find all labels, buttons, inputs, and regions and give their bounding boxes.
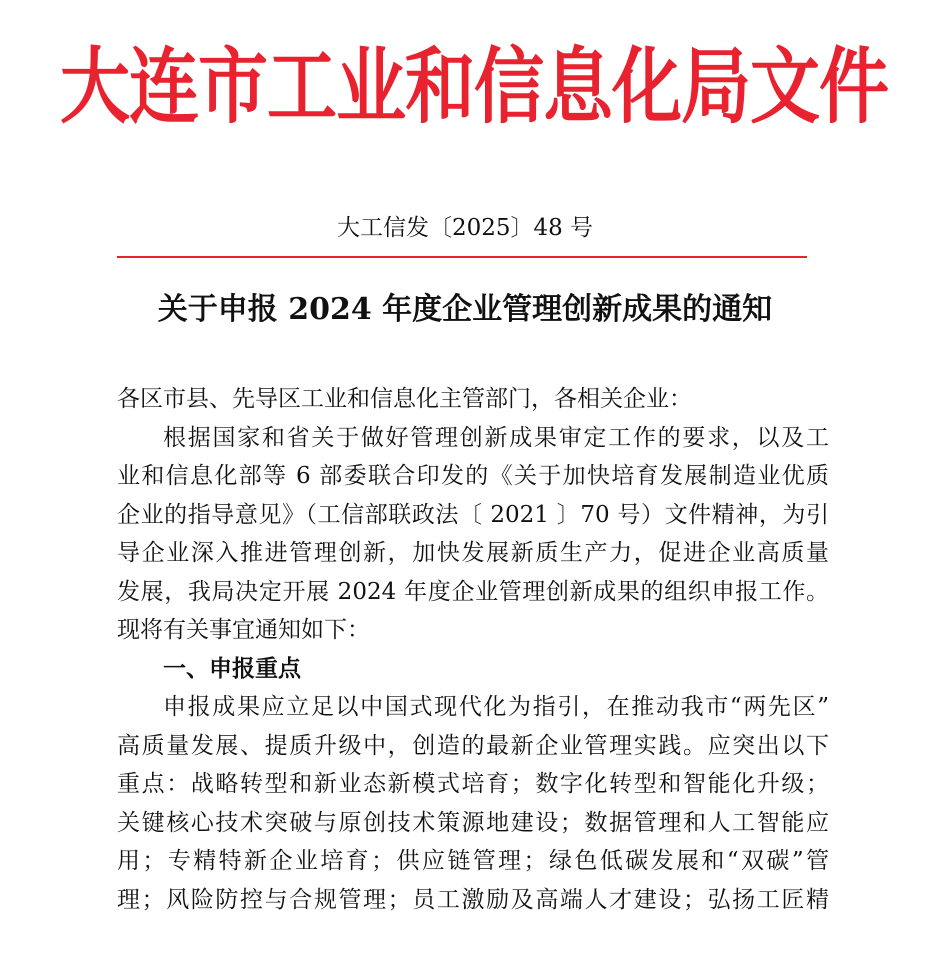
document-number: 大工信发〔2025〕48 号 — [336, 215, 594, 241]
body-line: 申报成果应立足以中国式现代化为指引，在推动我市“两先区” — [163, 694, 829, 720]
notice-body — [117, 380, 829, 919]
body-line: 关键核心技术突破与原创技术策源地建设；数据管理和人工智能应 — [117, 809, 829, 836]
body-line: 企业的指导意见》（工信部联政法〔 2021 〕70 号）文件精神，为引 — [117, 501, 829, 528]
salutation-line: 各区市县、先导区工业和信息化主管部门，各相关企业： — [117, 386, 692, 412]
body-line: 业和信息化部等 6 部委联合印发的《关于加快培育发展制造业优质 — [117, 463, 829, 489]
body-line: 导企业深入推进管理创新，加快发展新质生产力，促进企业高质量 — [117, 540, 829, 566]
body-line: 高质量发展、提质升级中，创造的最新企业管理实践。应突出以下 — [117, 732, 829, 759]
body-line: 根据国家和省关于做好管理创新成果审定工作的要求，以及工 — [163, 424, 829, 451]
notice-title: 关于申报 2024 年度企业管理创新成果的通知 — [157, 292, 773, 327]
red-divider-line — [117, 256, 807, 258]
body-line: 用；专精特新企业培育；供应链管理；绿色低碳发展和“双碳”管 — [117, 848, 829, 874]
body-line: 理；风险防控与合规管理；员工激励及高端人才建设；弘扬工匠精 — [117, 886, 829, 913]
section-heading: 一、申报重点 — [163, 655, 301, 682]
body-line: 发展，我局决定开展 2024 年度企业管理创新成果的组织申报工作。 — [117, 578, 829, 605]
issuer-header-title: 大连市工业和信息化局文件 — [60, 37, 888, 136]
body-line: 现将有关事宜通知如下： — [117, 617, 370, 643]
body-line: 重点：战略转型和新业态新模式培育；数字化转型和智能化升级； — [117, 771, 829, 797]
